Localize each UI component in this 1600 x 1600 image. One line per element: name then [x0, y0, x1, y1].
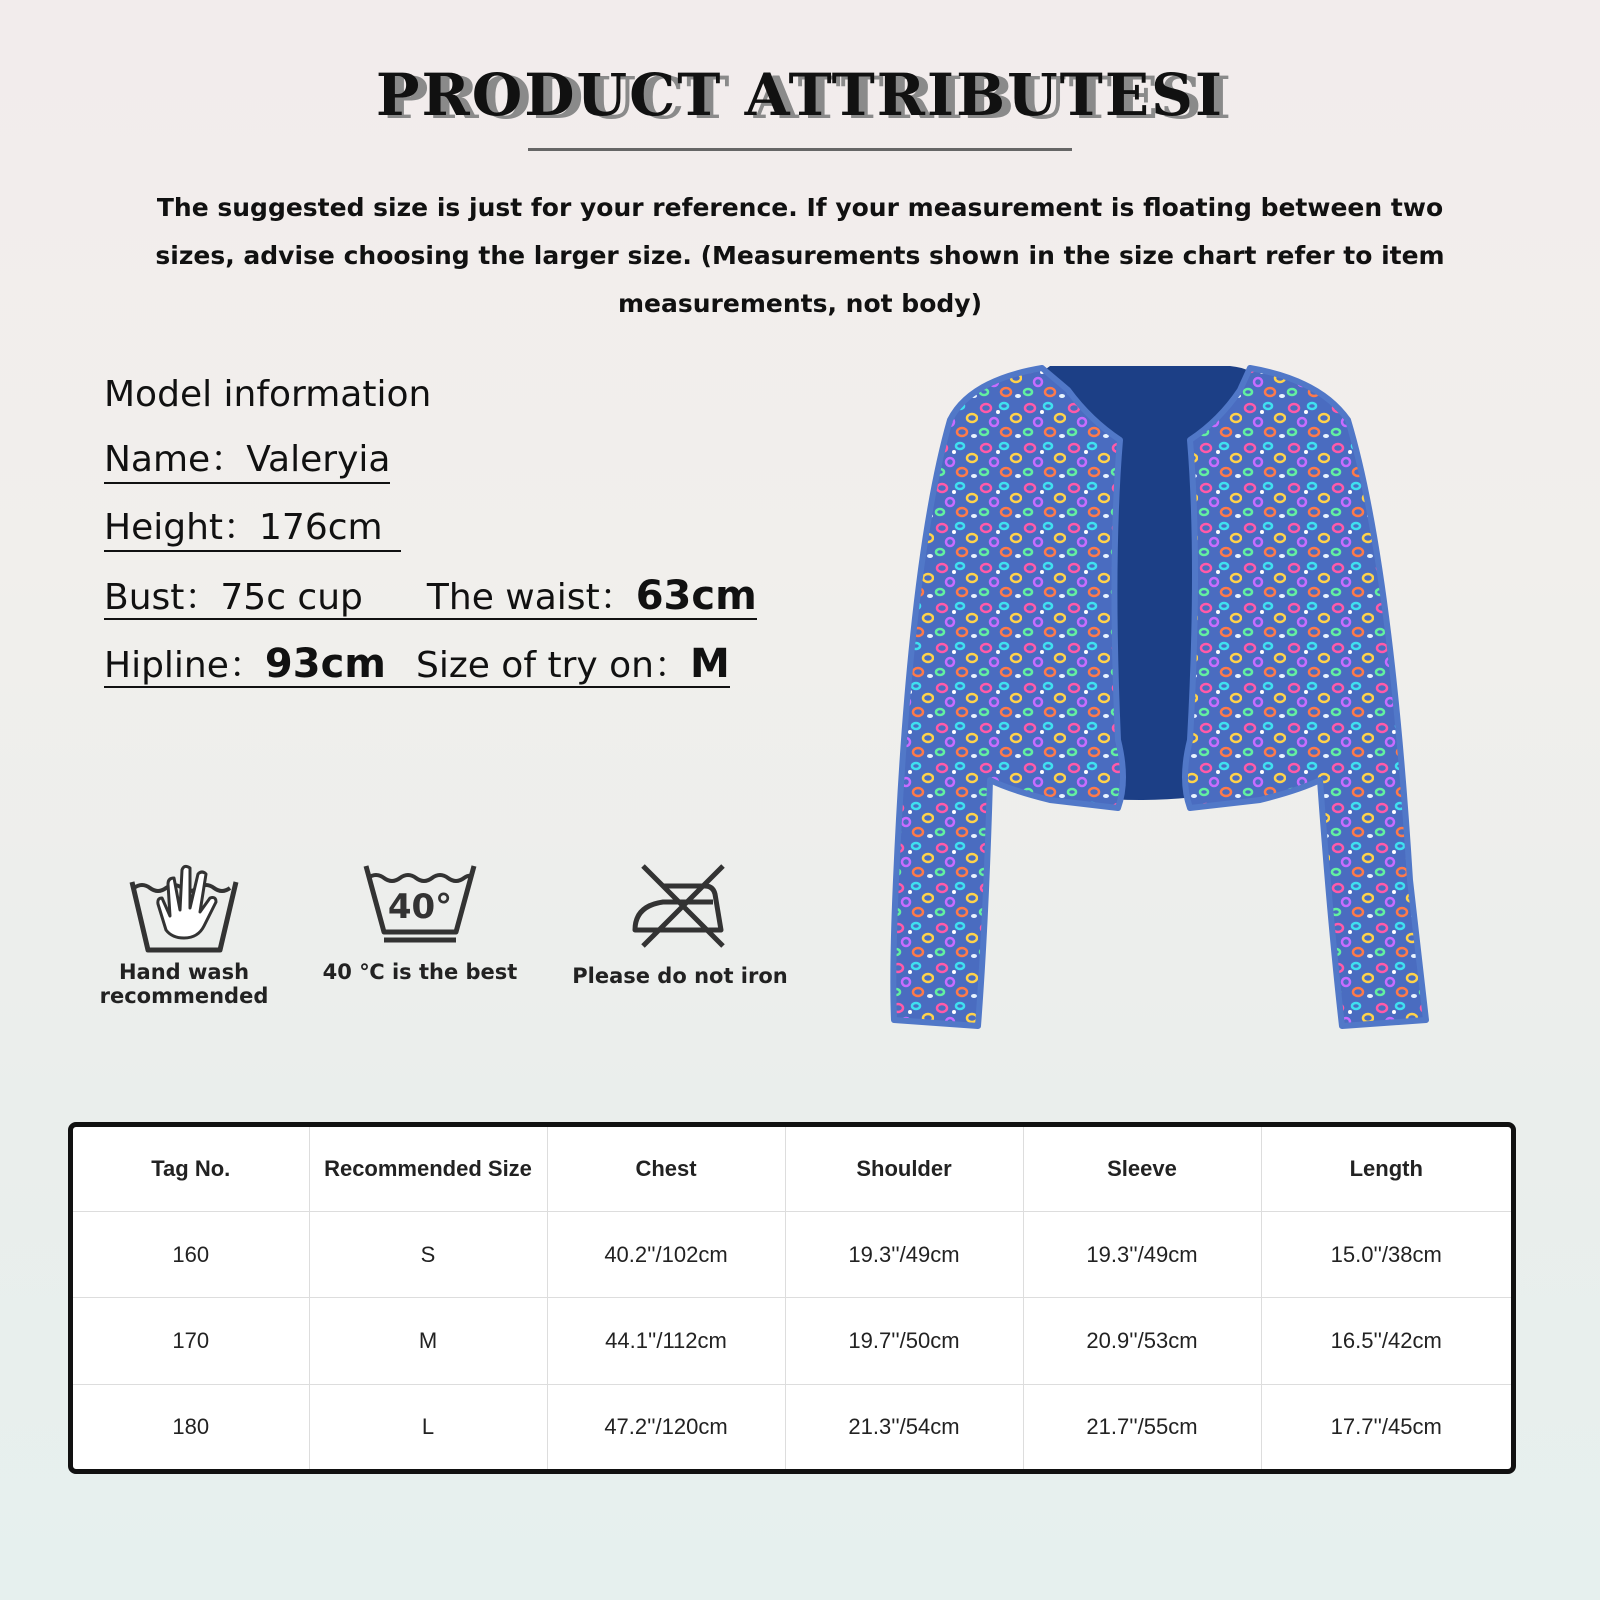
cell-shoulder: 19.3''/49cm: [785, 1212, 1023, 1298]
cell-length: 15.0''/38cm: [1261, 1212, 1511, 1298]
model-heading: Model information: [104, 374, 432, 415]
header-chest: Chest: [547, 1127, 785, 1212]
height-label: Height：: [104, 507, 260, 548]
cell-shoulder: 21.3''/54cm: [785, 1384, 1023, 1469]
height-value: 176cm: [259, 507, 383, 548]
model-height: [104, 506, 401, 552]
product-jacket-image: [890, 360, 1460, 1060]
cell-shoulder: 19.7''/50cm: [785, 1298, 1023, 1384]
model-information: [104, 370, 757, 710]
header-recommended-size: Recommended Size: [309, 1127, 547, 1212]
waist-label: The waist：: [426, 577, 636, 618]
hipline-label: Hipline：: [104, 645, 265, 686]
model-hipline-size: [104, 642, 730, 688]
cell-tag-no: 160: [73, 1212, 309, 1298]
title-underline: [528, 148, 1072, 151]
size-note: The suggested size is just for your reference. If your measurement is floating between two sizes, advise choosing the larger size. (Measurements shown in the size chart refer to item measurements, not body): [155, 193, 1445, 318]
table-row: [73, 1384, 1511, 1469]
cell-length: 17.7''/45cm: [1330, 1413, 1442, 1439]
page-title: PRODUCT ATTRIBUTESI: [375, 61, 1225, 129]
size-table: [73, 1127, 1511, 1469]
header-tag-no: Tag No.: [73, 1127, 309, 1212]
care-no-iron: [570, 860, 790, 988]
try-on-size-value: M: [689, 641, 730, 687]
name-value: Valeryia: [246, 439, 391, 480]
temperature-label: 40 ℃ is the best: [322, 960, 518, 984]
cell-size: S: [309, 1212, 547, 1298]
cell-chest: 44.1''/112cm: [547, 1298, 785, 1384]
table-header-row: [73, 1127, 1511, 1212]
no-iron-label: Please do not iron: [572, 964, 788, 988]
cell-size: M: [309, 1298, 547, 1384]
hipline-value: 93cm: [264, 641, 386, 687]
cell-sleeve: 20.9''/53cm: [1023, 1298, 1261, 1384]
try-on-size-label: Size of try on：: [415, 645, 690, 686]
header-shoulder: Shoulder: [785, 1127, 1023, 1212]
hand-wash-label: Hand wash recommended: [99, 960, 269, 1008]
wash-40-icon-text: 40°: [387, 887, 453, 927]
title-wrap: [0, 60, 1600, 130]
header-length: Length: [1261, 1127, 1511, 1212]
model-bust-waist: [104, 574, 757, 620]
name-label: Name：: [104, 439, 247, 480]
cell-tag-no: 170: [73, 1298, 309, 1384]
bust-value: 75c cup: [220, 577, 363, 618]
size-chart: [68, 1122, 1516, 1474]
waist-value: 63cm: [635, 573, 757, 619]
cell-sleeve: 21.7''/55cm: [1023, 1384, 1261, 1469]
cell-size: L: [309, 1384, 547, 1469]
hand-wash-icon: [124, 860, 244, 956]
care-hand-wash: [96, 860, 272, 1008]
care-temperature: [320, 860, 520, 984]
table-row: [73, 1212, 1511, 1298]
header-sleeve: Sleeve: [1023, 1127, 1261, 1212]
cell-tag-no: 180: [73, 1384, 309, 1469]
cell-chest: 40.2''/102cm: [547, 1212, 785, 1298]
cell-chest: 47.2''/120cm: [547, 1384, 785, 1469]
model-name: [104, 438, 390, 484]
table-row: [73, 1298, 1511, 1384]
no-iron-icon: [625, 860, 735, 950]
bust-label: Bust：: [104, 577, 221, 618]
cell-length: 16.5''/42cm: [1261, 1298, 1511, 1384]
cell-sleeve: 19.3''/49cm: [1023, 1212, 1261, 1298]
wash-40-icon: [360, 860, 480, 946]
